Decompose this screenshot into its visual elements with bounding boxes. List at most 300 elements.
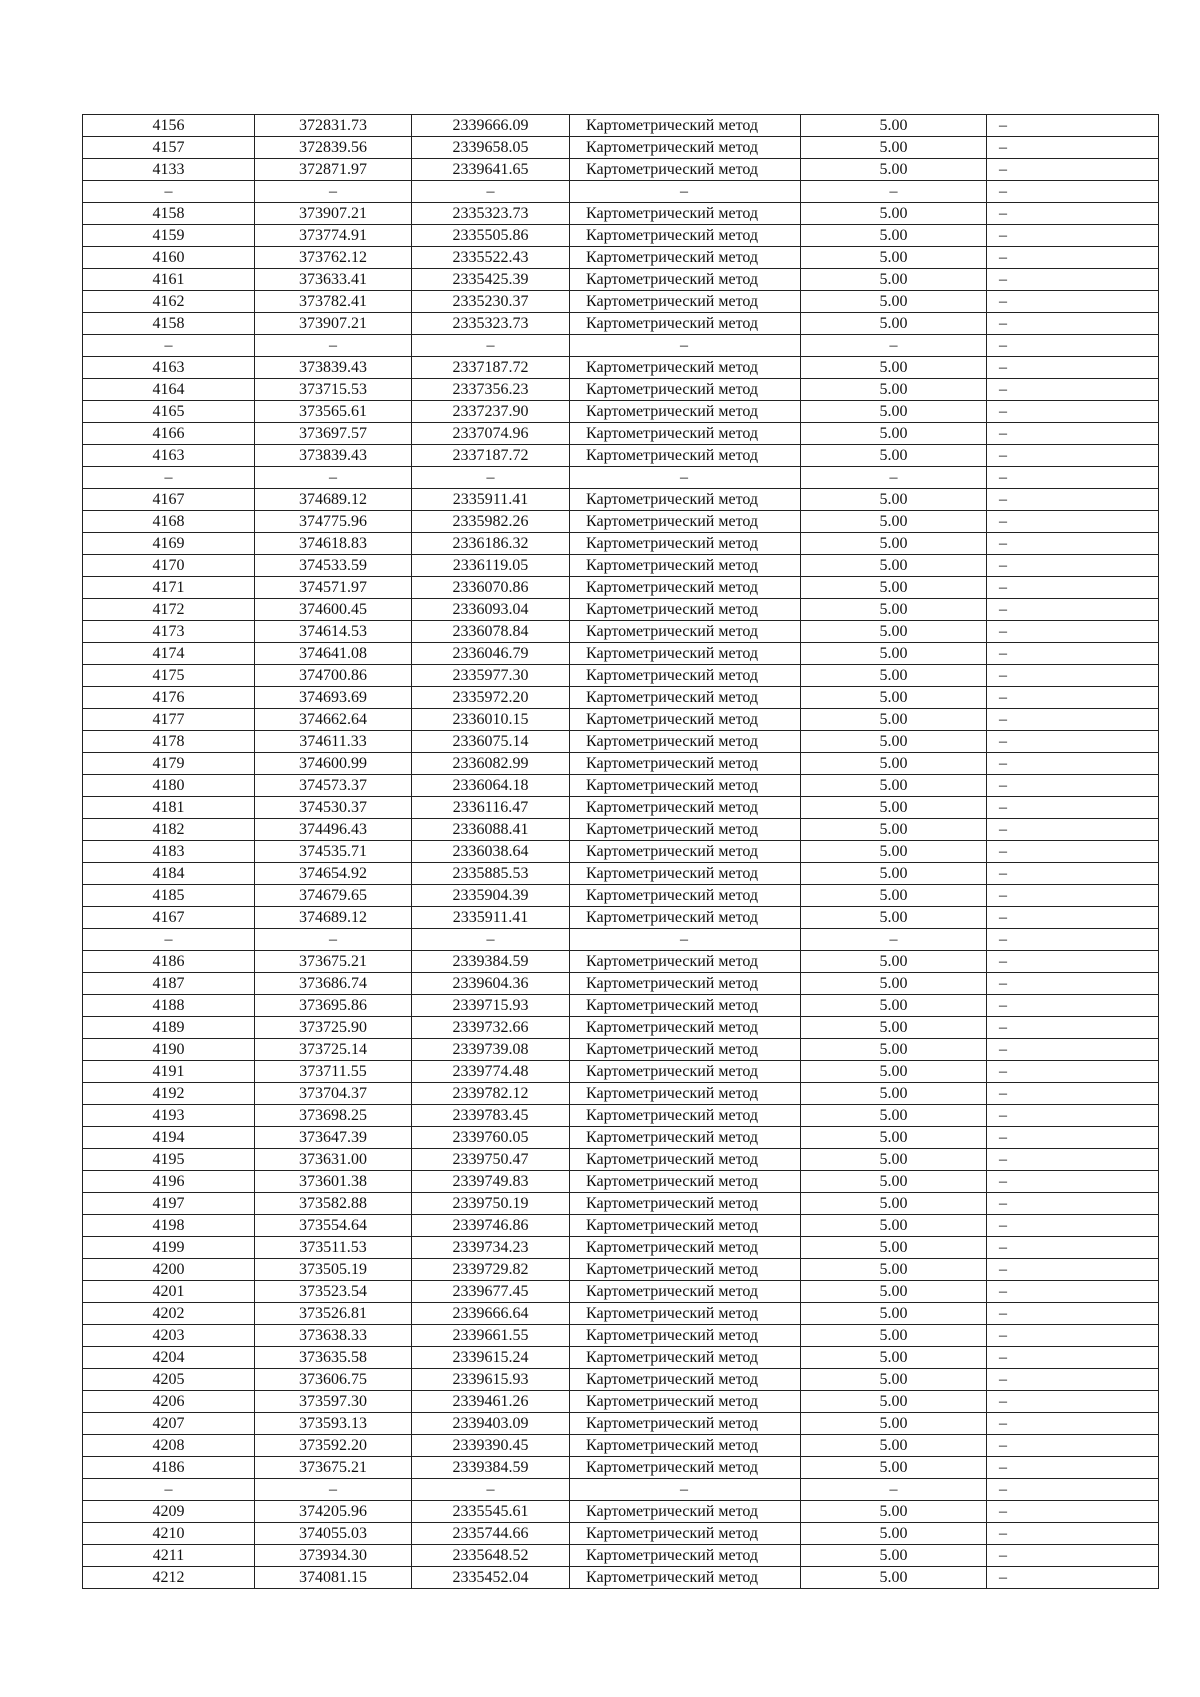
point-number-cell: 4189 — [83, 1017, 255, 1039]
table-row — [83, 181, 1159, 203]
accuracy-cell: 5.00 — [801, 797, 987, 819]
accuracy-cell: 5.00 — [801, 313, 987, 335]
coord-y-cell: 2339746.86 — [412, 1215, 570, 1237]
accuracy-cell: 5.00 — [801, 115, 987, 137]
coord-y-cell: 2339384.59 — [412, 951, 570, 973]
coord-x-cell: 374055.03 — [255, 1523, 412, 1545]
accuracy-cell: – — [801, 467, 987, 489]
coord-y-cell: – — [412, 929, 570, 951]
table-row — [83, 1171, 1159, 1193]
table-row — [83, 313, 1159, 335]
accuracy-cell: 5.00 — [801, 885, 987, 907]
note-cell: – — [987, 1017, 1159, 1039]
coord-y-cell: 2337237.90 — [412, 401, 570, 423]
accuracy-cell: 5.00 — [801, 291, 987, 313]
table-row — [83, 929, 1159, 951]
point-number-cell: 4159 — [83, 225, 255, 247]
coord-x-cell: 373711.55 — [255, 1061, 412, 1083]
note-cell: – — [987, 533, 1159, 555]
point-number-cell: 4178 — [83, 731, 255, 753]
table-row — [83, 797, 1159, 819]
method-cell: Картометрический метод — [570, 137, 801, 159]
accuracy-cell: 5.00 — [801, 753, 987, 775]
coord-y-cell: 2339390.45 — [412, 1435, 570, 1457]
point-number-cell: 4169 — [83, 533, 255, 555]
coord-y-cell: 2335648.52 — [412, 1545, 570, 1567]
coord-y-cell: 2339750.47 — [412, 1149, 570, 1171]
coord-y-cell: 2335545.61 — [412, 1501, 570, 1523]
method-cell: Картометрический метод — [570, 269, 801, 291]
table-row — [83, 423, 1159, 445]
point-number-cell: 4191 — [83, 1061, 255, 1083]
table-row — [83, 1237, 1159, 1259]
note-cell: – — [987, 1237, 1159, 1259]
note-cell: – — [987, 159, 1159, 181]
accuracy-cell: 5.00 — [801, 1149, 987, 1171]
point-number-cell: 4195 — [83, 1149, 255, 1171]
method-cell: Картометрический метод — [570, 907, 801, 929]
coord-x-cell: 373704.37 — [255, 1083, 412, 1105]
coord-x-cell: 373725.14 — [255, 1039, 412, 1061]
table-row — [83, 1545, 1159, 1567]
point-number-cell: 4171 — [83, 577, 255, 599]
accuracy-cell: 5.00 — [801, 1039, 987, 1061]
table-row — [83, 335, 1159, 357]
coord-y-cell: 2336070.86 — [412, 577, 570, 599]
accuracy-cell: 5.00 — [801, 269, 987, 291]
accuracy-cell: 5.00 — [801, 357, 987, 379]
coord-y-cell: 2335425.39 — [412, 269, 570, 291]
accuracy-cell: 5.00 — [801, 379, 987, 401]
coord-x-cell: 374679.65 — [255, 885, 412, 907]
note-cell: – — [987, 1171, 1159, 1193]
note-cell: – — [987, 1567, 1159, 1589]
method-cell: Картометрический метод — [570, 599, 801, 621]
coord-y-cell: 2336088.41 — [412, 819, 570, 841]
table-row — [83, 709, 1159, 731]
note-cell: – — [987, 313, 1159, 335]
method-cell: Картометрический метод — [570, 1413, 801, 1435]
coord-y-cell: 2339661.55 — [412, 1325, 570, 1347]
coord-y-cell: 2339783.45 — [412, 1105, 570, 1127]
accuracy-cell: 5.00 — [801, 643, 987, 665]
coord-x-cell: 373523.54 — [255, 1281, 412, 1303]
coord-y-cell: 2339732.66 — [412, 1017, 570, 1039]
coord-x-cell: 373565.61 — [255, 401, 412, 423]
method-cell: Картометрический метод — [570, 379, 801, 401]
point-number-cell: 4204 — [83, 1347, 255, 1369]
point-number-cell: 4165 — [83, 401, 255, 423]
method-cell: Картометрический метод — [570, 753, 801, 775]
coord-x-cell: 373505.19 — [255, 1259, 412, 1281]
point-number-cell: 4161 — [83, 269, 255, 291]
method-cell: Картометрический метод — [570, 1039, 801, 1061]
note-cell: – — [987, 929, 1159, 951]
accuracy-cell: 5.00 — [801, 1523, 987, 1545]
coord-y-cell: 2339666.09 — [412, 115, 570, 137]
table-row — [83, 1457, 1159, 1479]
note-cell: – — [987, 687, 1159, 709]
coord-x-cell: 373782.41 — [255, 291, 412, 313]
point-number-cell: 4194 — [83, 1127, 255, 1149]
point-number-cell: 4157 — [83, 137, 255, 159]
point-number-cell: – — [83, 929, 255, 951]
method-cell: Картометрический метод — [570, 555, 801, 577]
method-cell: Картометрический метод — [570, 1435, 801, 1457]
coord-y-cell: 2335505.86 — [412, 225, 570, 247]
coord-x-cell: 373592.20 — [255, 1435, 412, 1457]
point-number-cell: 4133 — [83, 159, 255, 181]
coord-y-cell: – — [412, 467, 570, 489]
method-cell: Картометрический метод — [570, 357, 801, 379]
method-cell: Картометрический метод — [570, 863, 801, 885]
coord-y-cell: 2339750.19 — [412, 1193, 570, 1215]
method-cell: Картометрический метод — [570, 291, 801, 313]
coord-y-cell: 2339729.82 — [412, 1259, 570, 1281]
accuracy-cell: 5.00 — [801, 819, 987, 841]
note-cell: – — [987, 621, 1159, 643]
method-cell: Картометрический метод — [570, 1567, 801, 1589]
note-cell: – — [987, 335, 1159, 357]
accuracy-cell: 5.00 — [801, 533, 987, 555]
point-number-cell: – — [83, 335, 255, 357]
accuracy-cell: 5.00 — [801, 137, 987, 159]
table-row — [83, 357, 1159, 379]
method-cell: Картометрический метод — [570, 1281, 801, 1303]
point-number-cell: 4186 — [83, 951, 255, 973]
point-number-cell: 4184 — [83, 863, 255, 885]
coord-y-cell: 2336075.14 — [412, 731, 570, 753]
note-cell: – — [987, 1501, 1159, 1523]
method-cell: Картометрический метод — [570, 995, 801, 1017]
note-cell: – — [987, 511, 1159, 533]
method-cell: Картометрический метод — [570, 511, 801, 533]
table-row — [83, 1347, 1159, 1369]
method-cell: Картометрический метод — [570, 1325, 801, 1347]
note-cell: – — [987, 1105, 1159, 1127]
accuracy-cell: 5.00 — [801, 401, 987, 423]
coord-x-cell: – — [255, 467, 412, 489]
point-number-cell: 4163 — [83, 357, 255, 379]
coord-x-cell: 373647.39 — [255, 1127, 412, 1149]
accuracy-cell: 5.00 — [801, 1567, 987, 1589]
note-cell: – — [987, 1435, 1159, 1457]
method-cell: Картометрический метод — [570, 203, 801, 225]
method-cell: Картометрический метод — [570, 687, 801, 709]
method-cell: Картометрический метод — [570, 797, 801, 819]
method-cell: Картометрический метод — [570, 159, 801, 181]
coord-y-cell: 2339641.65 — [412, 159, 570, 181]
method-cell: Картометрический метод — [570, 1457, 801, 1479]
note-cell: – — [987, 291, 1159, 313]
method-cell: Картометрический метод — [570, 1303, 801, 1325]
accuracy-cell: 5.00 — [801, 247, 987, 269]
point-number-cell: 4172 — [83, 599, 255, 621]
coord-x-cell: – — [255, 335, 412, 357]
point-number-cell: 4158 — [83, 313, 255, 335]
point-number-cell: 4209 — [83, 1501, 255, 1523]
table-row — [83, 269, 1159, 291]
method-cell: Картометрический метод — [570, 1127, 801, 1149]
point-number-cell: 4202 — [83, 1303, 255, 1325]
point-number-cell: 4207 — [83, 1413, 255, 1435]
coord-y-cell: 2339749.83 — [412, 1171, 570, 1193]
coord-x-cell: 373698.25 — [255, 1105, 412, 1127]
table-row — [83, 489, 1159, 511]
accuracy-cell: 5.00 — [801, 973, 987, 995]
coord-x-cell: 372871.97 — [255, 159, 412, 181]
coord-x-cell: 373686.74 — [255, 973, 412, 995]
table-row — [83, 775, 1159, 797]
note-cell: – — [987, 951, 1159, 973]
table-row — [83, 1413, 1159, 1435]
coord-x-cell: 374600.99 — [255, 753, 412, 775]
coord-x-cell: 374081.15 — [255, 1567, 412, 1589]
coord-y-cell: 2337187.72 — [412, 445, 570, 467]
method-cell: Картометрический метод — [570, 577, 801, 599]
coord-x-cell: 374530.37 — [255, 797, 412, 819]
accuracy-cell: 5.00 — [801, 1281, 987, 1303]
method-cell: Картометрический метод — [570, 1171, 801, 1193]
table-row — [83, 951, 1159, 973]
method-cell: Картометрический метод — [570, 1149, 801, 1171]
note-cell: – — [987, 1083, 1159, 1105]
method-cell: Картометрический метод — [570, 445, 801, 467]
method-cell: Картометрический метод — [570, 401, 801, 423]
coord-y-cell: 2335522.43 — [412, 247, 570, 269]
method-cell: Картометрический метод — [570, 115, 801, 137]
note-cell: – — [987, 775, 1159, 797]
note-cell: – — [987, 357, 1159, 379]
coord-x-cell: 373597.30 — [255, 1391, 412, 1413]
point-number-cell: 4175 — [83, 665, 255, 687]
accuracy-cell: 5.00 — [801, 577, 987, 599]
accuracy-cell: 5.00 — [801, 1545, 987, 1567]
coord-y-cell: 2335977.30 — [412, 665, 570, 687]
table-row — [83, 511, 1159, 533]
table-row — [83, 1369, 1159, 1391]
note-cell: – — [987, 445, 1159, 467]
point-number-cell: 4176 — [83, 687, 255, 709]
coord-y-cell: 2336093.04 — [412, 599, 570, 621]
accuracy-cell: 5.00 — [801, 665, 987, 687]
coord-x-cell: 374654.92 — [255, 863, 412, 885]
point-number-cell: 4203 — [83, 1325, 255, 1347]
coord-x-cell: 373695.86 — [255, 995, 412, 1017]
table-row — [83, 445, 1159, 467]
coord-y-cell: 2339760.05 — [412, 1127, 570, 1149]
coord-x-cell: 373526.81 — [255, 1303, 412, 1325]
method-cell: Картометрический метод — [570, 1369, 801, 1391]
table-row — [83, 731, 1159, 753]
accuracy-cell: 5.00 — [801, 1127, 987, 1149]
accuracy-cell: 5.00 — [801, 1061, 987, 1083]
coord-y-cell: 2335911.41 — [412, 489, 570, 511]
accuracy-cell: 5.00 — [801, 1215, 987, 1237]
method-cell: Картометрический метод — [570, 1545, 801, 1567]
accuracy-cell: – — [801, 929, 987, 951]
point-number-cell: 4167 — [83, 907, 255, 929]
table-row — [83, 665, 1159, 687]
accuracy-cell: 5.00 — [801, 1017, 987, 1039]
table-row — [83, 533, 1159, 555]
coord-x-cell: 373774.91 — [255, 225, 412, 247]
coord-x-cell: 373631.00 — [255, 1149, 412, 1171]
note-cell: – — [987, 1391, 1159, 1413]
note-cell: – — [987, 973, 1159, 995]
coord-y-cell: 2335744.66 — [412, 1523, 570, 1545]
coord-y-cell: 2339774.48 — [412, 1061, 570, 1083]
coord-y-cell: 2335230.37 — [412, 291, 570, 313]
coord-y-cell: 2335904.39 — [412, 885, 570, 907]
coord-y-cell: 2336186.32 — [412, 533, 570, 555]
note-cell: – — [987, 643, 1159, 665]
accuracy-cell: 5.00 — [801, 709, 987, 731]
coord-y-cell: 2339677.45 — [412, 1281, 570, 1303]
point-number-cell: 4200 — [83, 1259, 255, 1281]
accuracy-cell: 5.00 — [801, 489, 987, 511]
table-row — [83, 1479, 1159, 1501]
table-row — [83, 115, 1159, 137]
point-number-cell: 4170 — [83, 555, 255, 577]
coord-y-cell: 2339734.23 — [412, 1237, 570, 1259]
coord-y-cell: 2335972.20 — [412, 687, 570, 709]
table-row — [83, 753, 1159, 775]
table-row — [83, 1391, 1159, 1413]
note-cell: – — [987, 423, 1159, 445]
point-number-cell: 4211 — [83, 1545, 255, 1567]
note-cell: – — [987, 819, 1159, 841]
coord-x-cell: 372839.56 — [255, 137, 412, 159]
point-number-cell: 4198 — [83, 1215, 255, 1237]
coord-y-cell: 2339782.12 — [412, 1083, 570, 1105]
method-cell: – — [570, 335, 801, 357]
method-cell: Картометрический метод — [570, 313, 801, 335]
accuracy-cell: 5.00 — [801, 511, 987, 533]
point-number-cell: 4183 — [83, 841, 255, 863]
table-row — [83, 885, 1159, 907]
table-row — [83, 467, 1159, 489]
coord-x-cell: 373839.43 — [255, 357, 412, 379]
note-cell: – — [987, 115, 1159, 137]
accuracy-cell: 5.00 — [801, 1193, 987, 1215]
note-cell: – — [987, 753, 1159, 775]
coord-x-cell: 374573.37 — [255, 775, 412, 797]
point-number-cell: 4173 — [83, 621, 255, 643]
coord-x-cell: 373725.90 — [255, 1017, 412, 1039]
point-number-cell: 4196 — [83, 1171, 255, 1193]
coord-x-cell: – — [255, 929, 412, 951]
point-number-cell: 4187 — [83, 973, 255, 995]
note-cell: – — [987, 1457, 1159, 1479]
table-row — [83, 819, 1159, 841]
point-number-cell: 4186 — [83, 1457, 255, 1479]
accuracy-cell: 5.00 — [801, 995, 987, 1017]
method-cell: Картометрический метод — [570, 709, 801, 731]
note-cell: – — [987, 401, 1159, 423]
point-number-cell: – — [83, 467, 255, 489]
coord-x-cell: 374571.97 — [255, 577, 412, 599]
note-cell: – — [987, 181, 1159, 203]
method-cell: Картометрический метод — [570, 1215, 801, 1237]
point-number-cell: 4164 — [83, 379, 255, 401]
point-number-cell: 4185 — [83, 885, 255, 907]
point-number-cell: 4208 — [83, 1435, 255, 1457]
note-cell: – — [987, 885, 1159, 907]
method-cell: Картометрический метод — [570, 643, 801, 665]
note-cell: – — [987, 1369, 1159, 1391]
coord-x-cell: 373635.58 — [255, 1347, 412, 1369]
coord-y-cell: 2337187.72 — [412, 357, 570, 379]
accuracy-cell: 5.00 — [801, 159, 987, 181]
accuracy-cell: 5.00 — [801, 1303, 987, 1325]
coord-x-cell: 373601.38 — [255, 1171, 412, 1193]
note-cell: – — [987, 1127, 1159, 1149]
point-number-cell: 4167 — [83, 489, 255, 511]
note-cell: – — [987, 1325, 1159, 1347]
method-cell: Картометрический метод — [570, 1259, 801, 1281]
coord-y-cell: 2335323.73 — [412, 313, 570, 335]
method-cell: Картометрический метод — [570, 841, 801, 863]
note-cell: – — [987, 863, 1159, 885]
note-cell: – — [987, 269, 1159, 291]
note-cell: – — [987, 1259, 1159, 1281]
coord-x-cell: 373633.41 — [255, 269, 412, 291]
coordinates-table-body — [83, 115, 1159, 1589]
point-number-cell: 4199 — [83, 1237, 255, 1259]
note-cell: – — [987, 225, 1159, 247]
accuracy-cell: 5.00 — [801, 1237, 987, 1259]
coord-y-cell: 2336082.99 — [412, 753, 570, 775]
point-number-cell: – — [83, 1479, 255, 1501]
note-cell: – — [987, 379, 1159, 401]
method-cell: – — [570, 1479, 801, 1501]
coord-y-cell: 2339604.36 — [412, 973, 570, 995]
point-number-cell: 4156 — [83, 115, 255, 137]
table-row — [83, 841, 1159, 863]
accuracy-cell: 5.00 — [801, 1259, 987, 1281]
accuracy-cell: 5.00 — [801, 203, 987, 225]
coord-x-cell: 374496.43 — [255, 819, 412, 841]
note-cell: – — [987, 1281, 1159, 1303]
note-cell: – — [987, 1193, 1159, 1215]
table-row — [83, 1127, 1159, 1149]
method-cell: Картометрический метод — [570, 621, 801, 643]
accuracy-cell: 5.00 — [801, 1105, 987, 1127]
coord-y-cell: 2339615.24 — [412, 1347, 570, 1369]
note-cell: – — [987, 577, 1159, 599]
note-cell: – — [987, 1303, 1159, 1325]
coord-x-cell: 373554.64 — [255, 1215, 412, 1237]
table-row — [83, 863, 1159, 885]
point-number-cell: 4160 — [83, 247, 255, 269]
coord-y-cell: 2339403.09 — [412, 1413, 570, 1435]
coord-y-cell: 2339658.05 — [412, 137, 570, 159]
method-cell: Картометрический метод — [570, 885, 801, 907]
method-cell: – — [570, 181, 801, 203]
coord-y-cell: 2335452.04 — [412, 1567, 570, 1589]
point-number-cell: 4168 — [83, 511, 255, 533]
table-row — [83, 1105, 1159, 1127]
table-row — [83, 1193, 1159, 1215]
table-row — [83, 1039, 1159, 1061]
accuracy-cell: – — [801, 1479, 987, 1501]
method-cell: Картометрический метод — [570, 489, 801, 511]
point-number-cell: 4193 — [83, 1105, 255, 1127]
note-cell: – — [987, 1039, 1159, 1061]
coord-x-cell: 374693.69 — [255, 687, 412, 709]
table-row — [83, 1259, 1159, 1281]
